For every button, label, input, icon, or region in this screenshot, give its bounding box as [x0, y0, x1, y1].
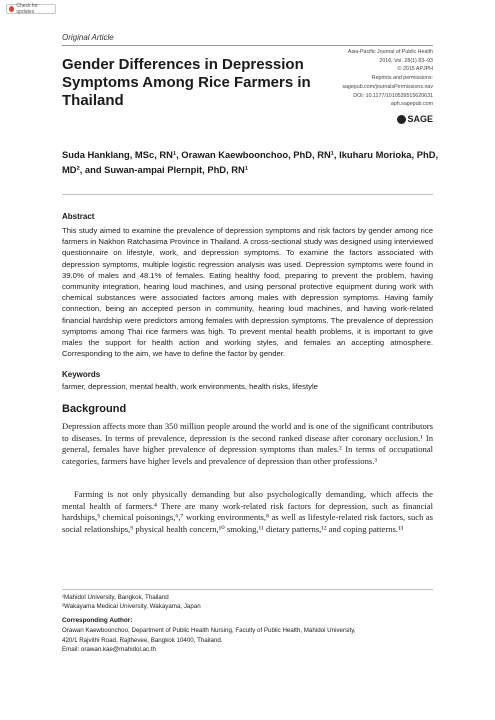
keywords-heading: Keywords: [62, 370, 101, 379]
journal-site-link[interactable]: aph.sagepub.com: [390, 101, 433, 108]
keywords-text: farmer, depression, mental health, work environments, health risks, lifestyle: [62, 382, 318, 391]
corresponding-author-heading: Corresponding Author:: [62, 617, 133, 624]
sage-logo-icon: [397, 115, 406, 124]
corresponding-address-line-1: Orawan Kaewboonchoo, Department of Public Health Nursing, Faculty of Public Health, Mahidol University,: [62, 627, 356, 634]
background-paragraph-1: Depression affects more than 350 million people around the world and is one of the significant contributors to diseases. In terms of prevalence, depression is the second ranked disease after coronary occlusion.¹ In general, females have higher prevalence of depression symptoms than males.² In terms of occupational categories, farmers have higher levels and prevalence of depression than other professions.³: [62, 421, 433, 466]
check-for-updates-badge[interactable]: [6, 4, 56, 14]
update-icon: [9, 6, 14, 12]
sage-logo: [397, 114, 433, 124]
check-for-updates-label: Check for updates: [16, 3, 38, 15]
reprints-link[interactable]: sagepub.com/journalsPermissions.nav: [342, 83, 433, 90]
journal-name: Asia-Pacific Journal of Public Health: [347, 49, 433, 55]
reprints-label: Reprints and permissions:: [371, 75, 433, 82]
authors-divider: [62, 194, 433, 195]
corresponding-address-line-2: 420/1 Rajvithi Road, Rajthevee, Bangkok 10400, Thailand.: [62, 636, 223, 644]
affiliation-2: ²Wakayama Medical University, Wakayama, Japan: [62, 603, 201, 610]
footnote-divider: [62, 589, 433, 590]
journal-copyright: © 2015 APJPH: [397, 66, 433, 73]
article-type-label: Original Article: [62, 33, 114, 42]
abstract-text: This study aimed to examine the prevalence of depression symptoms and risk factors by gender among rice farmers in Nakhon Ratchasima Province in Thailand. A cross-sectional study was designed using interviewed questionnaire on lifestyle, work, and depression symptoms. To examine the factors associated with depression symptoms, multiple logistic regression analysis was used. Depression symptoms were found in 39.0% of males and 48.1% of females. Eating healthy food, preparing to prevent the problem, having community integration, hearing loud machines, and using personal protective equipment during work with chemical substances were associated factors among males with depression symptoms. Having family connection, being an accepted person in community, hearing loud machines, and having work-related financial hardship were predictors among females with depression symptoms. The prevalence of depression symptoms among Thai rice farmers was high. To prevent mental health problems, it is important to give males the support for health action and working styles, and females an accepting atmosphere. Corresponding to the aim, we have to define the factor by gender.: [62, 226, 433, 359]
affiliation-1: ¹Mahidol University, Bangkok, Thailand: [62, 594, 169, 601]
background-heading: Background: [62, 403, 127, 415]
corresponding-author-details: [62, 626, 433, 655]
publisher-name: SAGE: [407, 114, 433, 124]
journal-meta-block: [342, 48, 433, 109]
journal-volume: 2016, Vol. 28(1) 83–93: [379, 57, 433, 64]
background-paragraph-2: Farming is not only physically demanding but also psychologically demanding, which affects the mental health of farmers.⁴ There are many work-related risk factors for depression, such as financial hardships,⁵ chemical poisonings,⁶,⁷ working environments,⁸ as well as lifestyle-related risk factors, such as social relationships,⁹ physical health concern,¹⁰ smoking,¹¹ dietary patterns,¹² and coping patterns.¹³: [62, 489, 433, 534]
abstract-heading: Abstract: [62, 212, 95, 221]
header-divider: [62, 45, 433, 46]
author-list: Suda Hanklang, MSc, RN¹, Orawan Kaewboonchoo, PhD, RN¹, Ikuharu Morioka, PhD, MD², and Suwan-ampai Plernpit, PhD, RN¹: [62, 149, 439, 175]
corresponding-email[interactable]: Email: orawan.kae@mahidol.ac.th: [62, 646, 156, 654]
article-title: Gender Differences in Depression Symptoms Among Rice Farmers in Thailand: [62, 56, 311, 109]
doi-link[interactable]: DOI: 10.1177/1010539515620631: [353, 92, 433, 99]
